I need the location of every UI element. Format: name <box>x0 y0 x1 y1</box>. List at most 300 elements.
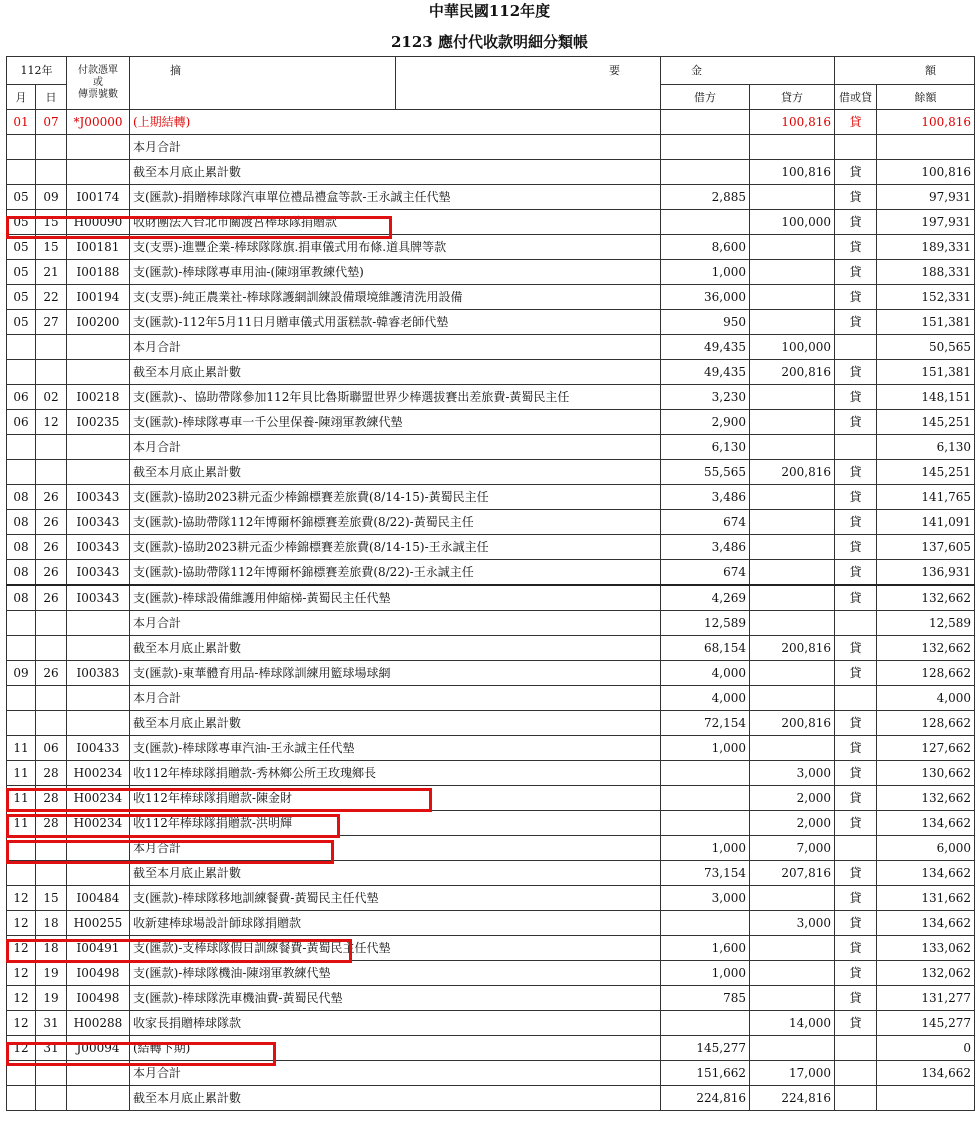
debit-cell <box>661 110 750 135</box>
day-cell: 26 <box>36 485 67 510</box>
summary-cell: 本月合計 <box>130 836 661 861</box>
debit-cell <box>661 786 750 811</box>
month-cell <box>7 636 36 661</box>
month-cell: 06 <box>7 385 36 410</box>
day-cell <box>36 360 67 385</box>
balance-cell: 188,331 <box>877 260 975 285</box>
month-cell: 05 <box>7 235 36 260</box>
debit-cell: 151,662 <box>661 1061 750 1086</box>
dc-cell <box>835 1036 877 1061</box>
dc-cell: 貸 <box>835 911 877 936</box>
table-row <box>7 185 975 210</box>
voucher-cell <box>67 435 130 460</box>
voucher-header: 付款憑單 或 傳票號數 <box>67 57 130 110</box>
debit-cell: 3,486 <box>661 485 750 510</box>
balance-cell: 132,662 <box>877 636 975 661</box>
dc-cell <box>835 836 877 861</box>
dc-cell: 貸 <box>835 110 877 135</box>
voucher-cell: H00234 <box>67 761 130 786</box>
day-cell <box>36 1086 67 1111</box>
table-row <box>7 961 975 986</box>
summary-cell: 收家長捐贈棒球隊款 <box>130 1011 661 1036</box>
day-cell: 26 <box>36 585 67 611</box>
voucher-cell <box>67 611 130 636</box>
month-cell <box>7 711 36 736</box>
debit-cell: 674 <box>661 560 750 586</box>
amount-header-right: 額 <box>835 57 975 85</box>
balance-cell: 197,931 <box>877 210 975 235</box>
balance-cell: 132,662 <box>877 585 975 611</box>
balance-cell: 132,062 <box>877 961 975 986</box>
debit-cell: 8,600 <box>661 235 750 260</box>
day-cell <box>36 686 67 711</box>
table-row <box>7 936 975 961</box>
voucher-cell <box>67 460 130 485</box>
credit-cell <box>750 385 835 410</box>
debit-cell: 36,000 <box>661 285 750 310</box>
dc-cell: 貸 <box>835 535 877 560</box>
summary-cell: 本月合計 <box>130 435 661 460</box>
dc-cell: 貸 <box>835 736 877 761</box>
summary-cell: 收112年棒球隊捐贈款-陳金財 <box>130 786 661 811</box>
dc-cell: 貸 <box>835 786 877 811</box>
table-row <box>7 435 975 460</box>
summary-cell: 支(匯款)-棒球隊專車汽油-王永誠主任代墊 <box>130 736 661 761</box>
balance-cell: 148,151 <box>877 385 975 410</box>
table-row <box>7 1061 975 1086</box>
credit-cell <box>750 1036 835 1061</box>
day-cell: 15 <box>36 210 67 235</box>
voucher-cell: H00288 <box>67 1011 130 1036</box>
dc-cell: 貸 <box>835 585 877 611</box>
credit-cell: 200,816 <box>750 711 835 736</box>
day-cell: 19 <box>36 961 67 986</box>
day-cell: 09 <box>36 185 67 210</box>
month-cell: 08 <box>7 560 36 586</box>
table-row <box>7 210 975 235</box>
debit-cell <box>661 160 750 185</box>
day-cell: 12 <box>36 410 67 435</box>
day-cell: 15 <box>36 886 67 911</box>
dc-cell: 貸 <box>835 185 877 210</box>
dc-cell: 貸 <box>835 285 877 310</box>
dc-cell: 貸 <box>835 761 877 786</box>
summary-cell: 支(匯款)-棒球隊機油-陳翊軍教練代墊 <box>130 961 661 986</box>
voucher-cell: I00484 <box>67 886 130 911</box>
month-cell <box>7 435 36 460</box>
table-row <box>7 611 975 636</box>
summary-cell: 支(匯款)-協助帶隊112年博爾杯錦標賽差旅費(8/22)-王永誠主任 <box>130 560 661 586</box>
debit-cell <box>661 761 750 786</box>
balance-cell: 145,277 <box>877 1011 975 1036</box>
voucher-cell: I00498 <box>67 961 130 986</box>
balance-cell: 137,605 <box>877 535 975 560</box>
balance-cell: 0 <box>877 1036 975 1061</box>
table-row <box>7 761 975 786</box>
month-cell <box>7 460 36 485</box>
balance-cell: 127,662 <box>877 736 975 761</box>
balance-cell: 145,251 <box>877 410 975 435</box>
voucher-cell <box>67 160 130 185</box>
credit-cell <box>750 410 835 435</box>
summary-cell: 支(匯款)-棒球隊洗車機油費-黃蜀民代墊 <box>130 986 661 1011</box>
summary-cell: 支(匯款)-棒球隊移地訓練餐費-黃蜀民主任代墊 <box>130 886 661 911</box>
month-cell: 05 <box>7 310 36 335</box>
debit-cell: 1,000 <box>661 836 750 861</box>
table-row <box>7 535 975 560</box>
day-cell: 28 <box>36 761 67 786</box>
table-row <box>7 460 975 485</box>
voucher-cell: H00090 <box>67 210 130 235</box>
voucher-cell: H00255 <box>67 911 130 936</box>
credit-cell <box>750 285 835 310</box>
month-cell: 08 <box>7 535 36 560</box>
day-cell <box>36 836 67 861</box>
month-cell <box>7 1086 36 1111</box>
credit-cell <box>750 435 835 460</box>
day-cell: 31 <box>36 1036 67 1061</box>
table-row <box>7 385 975 410</box>
debit-cell: 3,230 <box>661 385 750 410</box>
month-cell: 08 <box>7 510 36 535</box>
month-cell: 12 <box>7 936 36 961</box>
dc-cell: 貸 <box>835 861 877 886</box>
balance-cell: 134,662 <box>877 811 975 836</box>
credit-cell: 207,816 <box>750 861 835 886</box>
debit-cell: 674 <box>661 510 750 535</box>
voucher-cell: I00343 <box>67 560 130 586</box>
voucher-cell: I00343 <box>67 485 130 510</box>
org-year-title: 中華民國112年度 <box>428 2 551 20</box>
voucher-cell <box>67 1086 130 1111</box>
credit-cell <box>750 535 835 560</box>
table-row <box>7 636 975 661</box>
balance-header: 餘額 <box>877 85 975 110</box>
voucher-cell: I00235 <box>67 410 130 435</box>
balance-cell: 100,816 <box>877 110 975 135</box>
debit-cell: 2,900 <box>661 410 750 435</box>
dc-cell: 貸 <box>835 260 877 285</box>
summary-cell: 支(匯款)-棒球設備維護用伸縮梯-黃蜀民主任代墊 <box>130 585 661 611</box>
day-cell: 26 <box>36 535 67 560</box>
summary-cell: 支(匯款)-東華體育用品-棒球隊訓練用籃球場球網 <box>130 661 661 686</box>
table-row <box>7 335 975 360</box>
balance-cell: 132,662 <box>877 786 975 811</box>
balance-cell: 134,662 <box>877 1061 975 1086</box>
summary-cell: 本月合計 <box>130 1061 661 1086</box>
debit-cell: 1,600 <box>661 936 750 961</box>
day-cell: 22 <box>36 285 67 310</box>
credit-cell <box>750 185 835 210</box>
credit-cell <box>750 736 835 761</box>
day-cell: 27 <box>36 310 67 335</box>
balance-cell: 100,816 <box>877 160 975 185</box>
voucher-cell <box>67 836 130 861</box>
balance-cell: 133,062 <box>877 936 975 961</box>
debit-cell: 49,435 <box>661 360 750 385</box>
voucher-cell <box>67 686 130 711</box>
day-cell: 28 <box>36 786 67 811</box>
day-cell: 15 <box>36 235 67 260</box>
summary-header-right: 要 <box>396 57 661 110</box>
table-row <box>7 585 975 611</box>
summary-cell: 支(匯款)-協助2023耕元盃少棒錦標賽差旅費(8/14-15)-黃蜀民主任 <box>130 485 661 510</box>
credit-cell: 200,816 <box>750 360 835 385</box>
credit-cell <box>750 485 835 510</box>
month-cell: 12 <box>7 986 36 1011</box>
balance-cell: 6,130 <box>877 435 975 460</box>
credit-cell: 3,000 <box>750 761 835 786</box>
balance-cell: 136,931 <box>877 560 975 586</box>
table-row <box>7 135 975 160</box>
summary-cell: 支(匯款)-棒球隊專車一千公里保養-陳翊軍教練代墊 <box>130 410 661 435</box>
table-row <box>7 410 975 435</box>
voucher-cell <box>67 135 130 160</box>
voucher-cell <box>67 861 130 886</box>
summary-cell: 支(支票)-純正農業社-棒球隊護網訓練設備環境維護清洗用設備 <box>130 285 661 310</box>
balance-cell: 145,251 <box>877 460 975 485</box>
dc-cell: 貸 <box>835 485 877 510</box>
debit-cell: 3,486 <box>661 535 750 560</box>
table-row <box>7 360 975 385</box>
voucher-cell: I00174 <box>67 185 130 210</box>
table-row <box>7 661 975 686</box>
debit-cell: 3,000 <box>661 886 750 911</box>
summary-cell: 收新建棒球場設計師球隊捐贈款 <box>130 911 661 936</box>
debit-cell <box>661 811 750 836</box>
summary-cell: 本月合計 <box>130 686 661 711</box>
summary-cell: (結轉下期) <box>130 1036 661 1061</box>
summary-cell: 本月合計 <box>130 135 661 160</box>
dc-cell: 貸 <box>835 936 877 961</box>
dc-cell: 貸 <box>835 460 877 485</box>
credit-cell <box>750 936 835 961</box>
balance-cell: 141,765 <box>877 485 975 510</box>
balance-cell: 134,662 <box>877 861 975 886</box>
ledger-title: 2123 應付代收款明細分類帳 <box>391 33 588 51</box>
credit-cell <box>750 260 835 285</box>
balance-cell: 12,589 <box>877 611 975 636</box>
month-cell: 12 <box>7 1036 36 1061</box>
debit-cell: 4,269 <box>661 585 750 611</box>
summary-cell: 支(匯款)-棒球隊專車用油-(陳翊軍教練代墊) <box>130 260 661 285</box>
table-row <box>7 836 975 861</box>
summary-cell: 支(匯款)-協助2023耕元盃少棒錦標賽差旅費(8/14-15)-王永誠主任 <box>130 535 661 560</box>
table-row <box>7 736 975 761</box>
debit-cell: 49,435 <box>661 335 750 360</box>
day-cell: 06 <box>36 736 67 761</box>
day-cell: 26 <box>36 661 67 686</box>
summary-cell: 本月合計 <box>130 335 661 360</box>
summary-header-left: 摘 <box>130 57 396 110</box>
dc-cell <box>835 686 877 711</box>
day-cell: 02 <box>36 385 67 410</box>
table-row <box>7 510 975 535</box>
summary-cell: 支(支票)-進豐企業-棒球隊隊旗.捐車儀式用布條.道具牌等款 <box>130 235 661 260</box>
day-cell: 07 <box>36 110 67 135</box>
balance-cell <box>877 1086 975 1111</box>
credit-cell: 100,000 <box>750 210 835 235</box>
voucher-cell <box>67 711 130 736</box>
balance-cell: 131,277 <box>877 986 975 1011</box>
credit-cell <box>750 886 835 911</box>
day-cell: 18 <box>36 911 67 936</box>
day-cell <box>36 861 67 886</box>
dc-cell: 貸 <box>835 811 877 836</box>
table-row <box>7 711 975 736</box>
month-cell: 05 <box>7 285 36 310</box>
day-cell: 28 <box>36 811 67 836</box>
voucher-cell: *J00000 <box>67 110 130 135</box>
dc-header: 借或貸 <box>835 85 877 110</box>
month-cell: 01 <box>7 110 36 135</box>
month-cell <box>7 160 36 185</box>
ledger-body <box>7 110 975 1111</box>
dc-cell: 貸 <box>835 235 877 260</box>
credit-cell <box>750 510 835 535</box>
voucher-cell <box>67 1061 130 1086</box>
dc-cell: 貸 <box>835 510 877 535</box>
month-cell: 12 <box>7 911 36 936</box>
credit-cell: 200,816 <box>750 636 835 661</box>
credit-header: 貸方 <box>750 85 835 110</box>
dc-cell: 貸 <box>835 385 877 410</box>
debit-cell: 145,277 <box>661 1036 750 1061</box>
month-header: 月 <box>7 85 36 110</box>
voucher-cell: J00094 <box>67 1036 130 1061</box>
balance-cell: 6,000 <box>877 836 975 861</box>
month-cell: 12 <box>7 961 36 986</box>
debit-cell: 785 <box>661 986 750 1011</box>
summary-cell: 收財團法人台北市關渡宮棒球隊捐贈款 <box>130 210 661 235</box>
voucher-cell: I00498 <box>67 986 130 1011</box>
month-cell: 05 <box>7 210 36 235</box>
debit-cell: 1,000 <box>661 961 750 986</box>
balance-cell: 128,662 <box>877 661 975 686</box>
month-cell: 11 <box>7 736 36 761</box>
voucher-cell: I00433 <box>67 736 130 761</box>
table-row <box>7 485 975 510</box>
summary-cell: 本月合計 <box>130 611 661 636</box>
summary-cell: 支(匯款)-、協助帶隊參加112年貝比魯斯聯盟世界少棒選拔賽出差旅費-黃蜀民主任 <box>130 385 661 410</box>
credit-cell <box>750 611 835 636</box>
month-cell: 09 <box>7 661 36 686</box>
day-cell: 31 <box>36 1011 67 1036</box>
debit-cell: 68,154 <box>661 636 750 661</box>
table-row <box>7 911 975 936</box>
table-row <box>7 285 975 310</box>
credit-cell: 224,816 <box>750 1086 835 1111</box>
dc-cell <box>835 1086 877 1111</box>
credit-cell <box>750 560 835 586</box>
dc-cell: 貸 <box>835 986 877 1011</box>
debit-cell: 4,000 <box>661 686 750 711</box>
summary-cell: 截至本月底止累計數 <box>130 460 661 485</box>
credit-cell: 17,000 <box>750 1061 835 1086</box>
summary-cell: 收112年棒球隊捐贈款-秀林鄉公所王玫瑰鄉長 <box>130 761 661 786</box>
voucher-cell: I00200 <box>67 310 130 335</box>
summary-cell: 支(匯款)-捐贈棒球隊汽車單位禮品禮盒等款-王永誠主任代墊 <box>130 185 661 210</box>
day-cell <box>36 636 67 661</box>
day-cell <box>36 1061 67 1086</box>
table-row <box>7 986 975 1011</box>
month-cell: 11 <box>7 786 36 811</box>
debit-cell: 1,000 <box>661 260 750 285</box>
day-cell <box>36 160 67 185</box>
balance-cell <box>877 135 975 160</box>
credit-cell <box>750 585 835 611</box>
day-cell: 26 <box>36 560 67 586</box>
debit-cell: 12,589 <box>661 611 750 636</box>
table-row <box>7 886 975 911</box>
table-row <box>7 235 975 260</box>
month-cell <box>7 861 36 886</box>
dc-cell <box>835 1061 877 1086</box>
summary-cell: 支(匯款)-協助帶隊112年博爾杯錦標賽差旅費(8/22)-黃蜀民主任 <box>130 510 661 535</box>
credit-cell: 3,000 <box>750 911 835 936</box>
summary-cell: 截至本月底止累計數 <box>130 861 661 886</box>
month-cell: 11 <box>7 761 36 786</box>
voucher-cell: I00343 <box>67 510 130 535</box>
voucher-cell: H00234 <box>67 786 130 811</box>
table-row <box>7 560 975 586</box>
dc-cell: 貸 <box>835 210 877 235</box>
credit-cell: 200,816 <box>750 460 835 485</box>
table-row <box>7 160 975 185</box>
debit-cell: 2,885 <box>661 185 750 210</box>
debit-cell <box>661 1011 750 1036</box>
debit-cell: 6,130 <box>661 435 750 460</box>
table-row <box>7 811 975 836</box>
debit-cell: 73,154 <box>661 861 750 886</box>
balance-cell: 189,331 <box>877 235 975 260</box>
month-cell <box>7 836 36 861</box>
day-header: 日 <box>36 85 67 110</box>
balance-cell: 131,662 <box>877 886 975 911</box>
month-cell <box>7 611 36 636</box>
credit-cell <box>750 661 835 686</box>
debit-cell: 950 <box>661 310 750 335</box>
balance-cell: 50,565 <box>877 335 975 360</box>
summary-cell: 截至本月底止累計數 <box>130 1086 661 1111</box>
credit-cell: 2,000 <box>750 786 835 811</box>
credit-cell: 2,000 <box>750 811 835 836</box>
month-cell: 05 <box>7 260 36 285</box>
day-cell <box>36 435 67 460</box>
table-row <box>7 861 975 886</box>
dc-cell: 貸 <box>835 310 877 335</box>
credit-cell: 14,000 <box>750 1011 835 1036</box>
voucher-cell: I00491 <box>67 936 130 961</box>
month-cell: 08 <box>7 585 36 611</box>
day-cell: 19 <box>36 986 67 1011</box>
month-cell <box>7 360 36 385</box>
summary-cell: 收112年棒球隊捐贈款-洪明輝 <box>130 811 661 836</box>
ledger-table <box>6 56 975 1111</box>
balance-cell: 97,931 <box>877 185 975 210</box>
table-row <box>7 1011 975 1036</box>
day-cell <box>36 135 67 160</box>
voucher-cell <box>67 360 130 385</box>
table-row <box>7 786 975 811</box>
dc-cell: 貸 <box>835 711 877 736</box>
day-cell: 18 <box>36 936 67 961</box>
credit-cell <box>750 686 835 711</box>
summary-cell: 截至本月底止累計數 <box>130 360 661 385</box>
amount-header-left: 金 <box>661 57 835 85</box>
dc-cell: 貸 <box>835 1011 877 1036</box>
dc-cell <box>835 611 877 636</box>
